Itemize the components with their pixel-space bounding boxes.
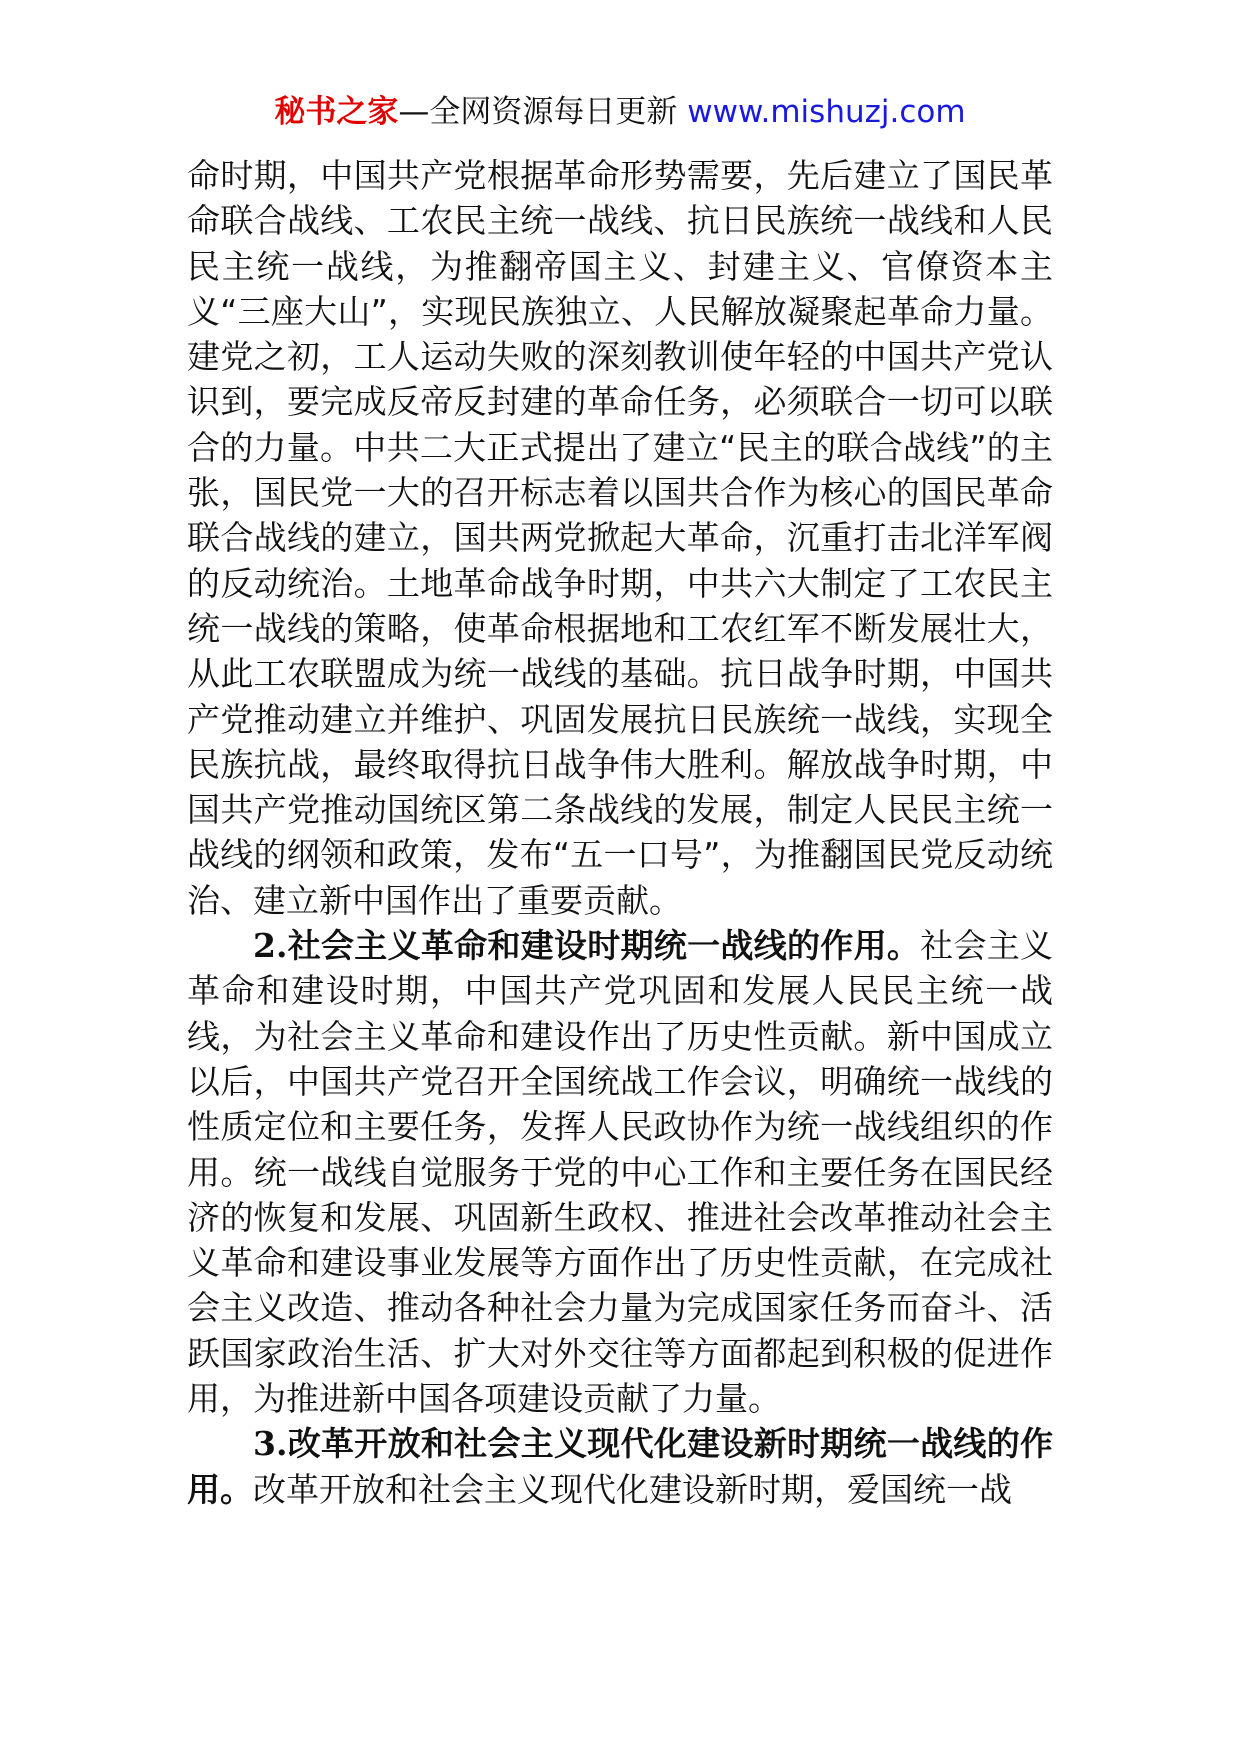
paragraph-text: 改革开放和社会主义现代化建设新时期，爱国统一战	[253, 1469, 1012, 1509]
brand-name: 秘书之家	[274, 94, 399, 130]
site-link[interactable]: www.mishuzj.com	[687, 94, 966, 130]
page-header	[0, 92, 1240, 132]
section-heading-3: 3.改革开放和社会主义现代化建设新时期统一战线的作用。	[187, 1424, 1053, 1509]
paragraph-1	[187, 153, 1053, 923]
header-tagline: —全网资源每日更新	[398, 94, 678, 130]
paragraph-text: 社会主义革命和建设时期，中国共产党巩固和发展人民民主统一战线，为社会主义革命和建设作出了历史性贡献。新中国成立以后，中国共产党召开全国统战工作会议，明确统一战线的性质定位和主要任务，发挥人民政协作为统一战线组织的作用。统一战线自觉服务于党的中心工作和主要任务在国民经济的恢复和发展、巩固新生政权、推进社会改革推动社会主义革命和建设事业发展等方面作出了历史性贡献，在完成社会主义改造、推动各种社会力量为完成国家任务而奋斗、活跃国家政治生活、扩大对外交往等方面都起到积极的促进作用，为推进新中国各项建设贡献了力量。	[187, 926, 1054, 1419]
section-heading-2: 2.社会主义革命和建设时期统一战线的作用。	[253, 926, 921, 966]
paragraph-3	[187, 1421, 1053, 1512]
paragraph-2	[187, 923, 1053, 1421]
paragraph-text: 命时期，中国共产党根据革命形势需要，先后建立了国民革命联合战线、工农民主统一战线、抗日民族统一战线和人民民主统一战线，为推翻帝国主义、封建主义、官僚资本主义“三座大山”，实现民族独立、人民解放凝聚起革命力量。建党之初，工人运动失败的深刻教训使年轻的中国共产党认识到，要完成反帝反封建的革命任务，必须联合一切可以联合的力量。中共二大正式提出了建立“民主的联合战线”的主张，国民党一大的召开标志着以国共合作为核心的国民革命联合战线的建立，国共两党掀起大革命，沉重打击北洋军阀的反动统治。土地革命战争时期，中共六大制定了工农民主统一战线的策略，使革命根据地和工农红军不断发展壮大，从此工农联盟成为统一战线的基础。抗日战争时期，中国共产党推动建立并维护、巩固发展抗日民族统一战线，实现全民族抗战，最终取得抗日战争伟大胜利。解放战争时期，中国共产党推动国统区第二条战线的发展，制定人民民主统一战线的纲领和政策，发布“五一口号”，为推翻国民党反动统治、建立新中国作出了重要贡献。	[187, 156, 1053, 920]
document-body	[187, 153, 1053, 1512]
